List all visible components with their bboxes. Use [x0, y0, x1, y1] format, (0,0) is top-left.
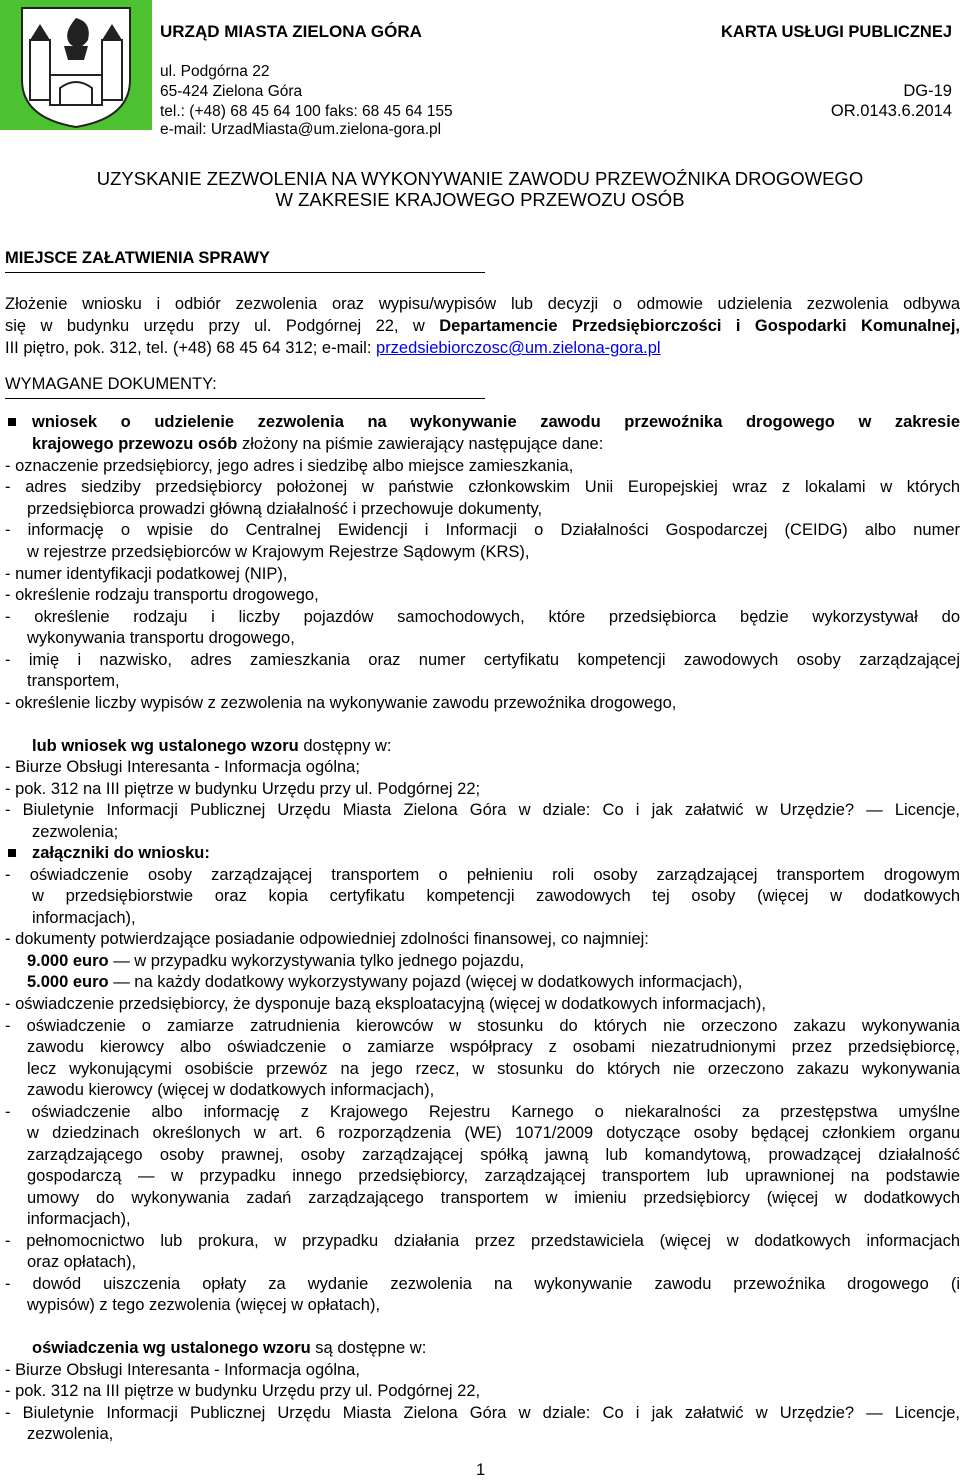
- amount: 5.000 euro: [27, 973, 109, 991]
- doc-line: - oświadczenie o zamiarze zatrudnienia kierowców w stosunku do których nie orzeczono zakazu wykonywania: [5, 1017, 960, 1035]
- doc-line: informacjach),: [27, 1210, 131, 1228]
- doc-line: [27, 972, 742, 994]
- doc-line: - pok. 312 na III piętrze w budynku Urzędu przy ul. Podgórnej 22;: [5, 780, 481, 798]
- doc-line: zarządzającego osoby prawnej, osoby zarządzającej spółką jawną lub komandytową, prowadzącej działalność: [27, 1146, 960, 1164]
- address-line: ul. Podgórna 22: [160, 63, 270, 80]
- doc-line: zawodu kierowcy albo oświadczenie o zamiarze współpracy z osobami niezatrudnionymi przez przedsiębiorcę,: [27, 1038, 960, 1056]
- doc-line: - oświadczenie albo informację z Krajowego Rejestru Karnego o niekaralności za przestępstwa umyślne: [5, 1103, 960, 1121]
- place-line: Złożenie wniosku i odbiór zezwolenia oraz wypisu/wypisów lub decyzji o odmowie udzielenia zezwolenia odbywa: [5, 295, 960, 313]
- section-heading: MIEJSCE ZAŁATWIENIA SPRAWY: [5, 249, 270, 267]
- card-ref: OR.0143.6.2014: [830, 102, 952, 120]
- doc-line: oraz opłatach),: [27, 1253, 137, 1271]
- doc-text: dostępny w:: [298, 737, 392, 755]
- department-email-link[interactable]: przedsiebiorczosc@um.zielona-gora.pl: [376, 339, 661, 357]
- doc-line: transportem,: [27, 672, 120, 690]
- doc-text: są dostępne w:: [310, 1339, 427, 1357]
- doc-line: - oznaczenie przedsiębiorcy, jego adres i siedzibę albo miejsce zamieszkania,: [5, 457, 574, 475]
- email-line: e-mail: UrzadMiasta@um.zielona-gora.pl: [160, 121, 442, 138]
- page-title: [0, 168, 960, 210]
- doc-line: - określenie rodzaju i liczby pojazdów samochodowych, które przedsiębiorca będzie wykorzystywał do: [5, 608, 960, 626]
- doc-line: przedsiębiorca prowadzi główną działalność i przechowuje dokumenty,: [27, 500, 543, 518]
- doc-line: [32, 1338, 426, 1360]
- doc-line: informacjach),: [32, 909, 136, 927]
- doc-bold: lub wniosek wg ustalonego wzoru: [32, 737, 299, 755]
- page-number: 1: [476, 1461, 486, 1479]
- doc-line: - numer identyfikacji podatkowej (NIP),: [5, 565, 288, 583]
- doc-line: zezwolenia,: [27, 1425, 114, 1443]
- doc-line: [32, 434, 603, 456]
- doc-line: załączniki do wniosku:: [32, 844, 210, 862]
- doc-line: wykonywania transportu drogowego,: [27, 629, 295, 647]
- title-line: W ZAKRESIE KRAJOWEGO PRZEWOZU OSÓB: [275, 189, 685, 210]
- card-code: DG-19: [903, 82, 952, 100]
- title-line: UZYSKANIE ZEZWOLENIA NA WYKONYWANIE ZAWODU PRZEWOŹNIKA DROGOWEGO: [96, 168, 864, 189]
- doc-bold: oświadczenia wg ustalonego wzoru: [32, 1339, 311, 1357]
- card-title: KARTA USŁUGI PUBLICZNEJ: [721, 23, 952, 41]
- coat-of-arms-logo: [0, 0, 152, 130]
- doc-line: [32, 736, 391, 758]
- doc-line: w rejestrze przedsiębiorców w Krajowym Rejestrze Sądowym (KRS),: [27, 543, 530, 561]
- doc-line: - Biurze Obsługi Interesanta - Informacja ogólna;: [5, 758, 360, 776]
- doc-line: - pełnomocnictwo lub prokura, w przypadku działania przez przedstawiciela (więcej w dodatkowych informacjach: [5, 1232, 960, 1250]
- phone-line: tel.: (+48) 68 45 64 100 faks: 68 45 64 155: [160, 103, 453, 120]
- doc-line: w dziedzinach określonych w art. 6 rozporządzenia (WE) 1071/2009 dotyczące osoby będącej członkiem organu: [27, 1124, 960, 1142]
- doc-line: - pok. 312 na III piętrze w budynku Urzędu przy ul. Podgórnej 22,: [5, 1382, 481, 1400]
- office-name: URZĄD MIASTA ZIELONA GÓRA: [160, 22, 422, 41]
- doc-line: - Biuletynie Informacji Publicznej Urzędu Miasta Zielona Góra w dziale: Co i jak załatwić w Urzędzie? ― Licencje,: [5, 1404, 960, 1422]
- doc-bold: krajowego przewozu osób: [32, 435, 238, 453]
- amount: 9.000 euro: [27, 952, 109, 970]
- section-heading: WYMAGANE DOKUMENTY:: [5, 375, 217, 393]
- doc-text: ― w przypadku wykorzystywania tylko jednego pojazdu,: [108, 952, 525, 970]
- doc-line: - imię i nazwisko, adres zamieszkania oraz numer certyfikatu kompetencji zawodowych osoby zarządzającej: [5, 651, 960, 669]
- place-text: III piętro, pok. 312, tel. (+48) 68 45 64 312; e-mail:: [5, 339, 377, 357]
- doc-line: lecz wykonującymi osobiście przewóz na jego rzecz, w stosunku do których nie orzeczono zakazu wykonywania: [27, 1060, 960, 1078]
- doc-line: wypisów) z tego zezwolenia (więcej w opłatach),: [27, 1296, 381, 1314]
- doc-line: - oświadczenie przedsiębiorcy, że dysponuje bazą eksploatacyjną (więcej w dodatkowych informacjach),: [5, 995, 766, 1013]
- doc-line: gospodarczą ― w przypadku innego przedsiębiorcy, zarządzającej transportem lub uprawnionej na podstawie: [27, 1167, 960, 1185]
- doc-line: zawodu kierowcy (więcej w dodatkowych informacjach),: [27, 1081, 435, 1099]
- doc-text: ― na każdy dodatkowy wykorzystywany pojazd (więcej w dodatkowych informacjach),: [108, 973, 743, 991]
- doc-text: złożony na piśmie zawierający następujące dane:: [237, 435, 604, 453]
- bullet-icon: [8, 849, 16, 857]
- place-text: się w budynku urzędu przy ul. Podgórnej 22, w: [5, 317, 440, 335]
- doc-line: wniosek o udzielenie zezwolenia na wykonywanie zawodu przewoźnika drogowego w zakresie: [32, 413, 960, 431]
- doc-line: zezwolenia;: [32, 823, 119, 841]
- doc-line: umowy do wykonywania zadań zarządzającego transportem w imieniu przedsiębiorcy (więcej w dodatkowych: [27, 1189, 960, 1207]
- doc-line: [27, 951, 524, 973]
- department-name: Departamencie Przedsiębiorczości i Gospodarki Komunalnej,: [439, 317, 960, 335]
- doc-line: - informację o wpisie do Centralnej Ewidencji i Informacji o Działalności Gospodarczej (CEIDG) albo numer: [5, 521, 960, 539]
- doc-line: - dokumenty potwierdzające posiadanie odpowiedniej zdolności finansowej, co najmniej:: [5, 930, 649, 948]
- doc-line: - Biurze Obsługi Interesanta - Informacja ogólna,: [5, 1361, 360, 1379]
- doc-line: - dowód uiszczenia opłaty za wydanie zezwolenia na wykonywanie zawodu przewoźnika drogowego (i: [5, 1275, 960, 1293]
- place-line: [5, 338, 661, 360]
- doc-line: - adres siedziby przedsiębiorcy położonej w państwie członkowskim Unii Europejskiej wraz z lokalami w których: [5, 478, 960, 496]
- heading-underline: [5, 398, 485, 399]
- doc-line: - oświadczenie osoby zarządzającej transportem o pełnieniu roli osoby zarządzającej transportem drogowym: [5, 866, 960, 884]
- heading-underline: [5, 272, 485, 273]
- address-line: 65-424 Zielona Góra: [160, 83, 303, 100]
- doc-line: w przedsiębiorstwie oraz kopia certyfikatu kompetencji zawodowych tej osoby (więcej w dodatkowych: [32, 887, 960, 905]
- doc-line: - określenie rodzaju transportu drogowego,: [5, 586, 319, 604]
- bullet-icon: [8, 418, 16, 426]
- place-line: [5, 316, 960, 338]
- doc-line: - Biuletynie Informacji Publicznej Urzędu Miasta Zielona Góra w dziale: Co i jak załatwić w Urzędzie? ― Licencje,: [5, 801, 960, 819]
- doc-line: - określenie liczby wypisów z zezwolenia na wykonywanie zawodu przewoźnika drogowego,: [5, 694, 677, 712]
